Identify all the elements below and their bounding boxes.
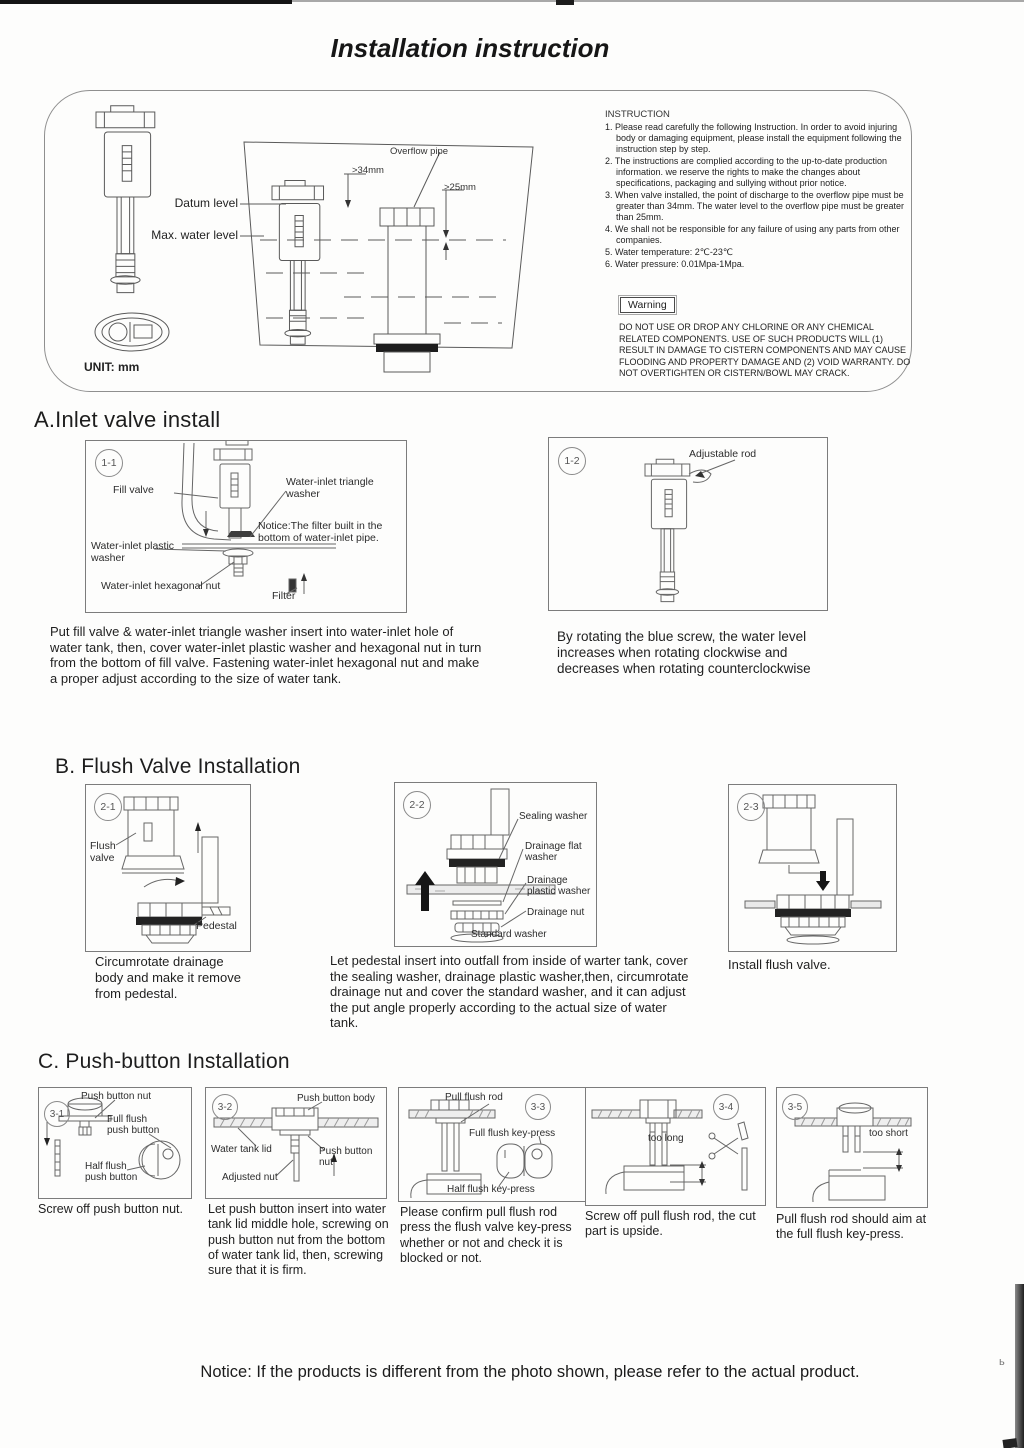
overflow-pipe-label: Overflow pipe	[390, 146, 449, 157]
scan-top-edge	[0, 0, 292, 4]
section-b-heading: B. Flush Valve Installation	[55, 755, 301, 778]
instruction-list	[605, 122, 915, 271]
figure-2-3-number: 2-3	[737, 793, 765, 821]
flush-valve-label: Flush valve	[90, 840, 116, 864]
figure-3-5-caption: Pull flush rod should aim at the full flush key-press.	[776, 1212, 927, 1242]
figure-2-2	[394, 782, 597, 947]
filter-label: Filter	[272, 590, 296, 602]
figure-3-2-number: 3-2	[212, 1094, 238, 1120]
section-a-heading: A.Inlet valve install	[34, 407, 221, 432]
figure-2-3-caption: Install flush valve.	[728, 957, 831, 972]
plastic-washer-label: Water-inlet plastic washer	[91, 540, 175, 564]
drainage-flat-washer-label: Drainage flat washer	[525, 841, 582, 864]
unit-label: UNIT: mm	[84, 360, 140, 374]
footer-notice: Notice: If the products is different from the photo shown, please refer to the actual product.	[200, 1363, 860, 1381]
push-button-nut-label: Push button nut	[319, 1146, 373, 1169]
warning-text: DO NOT USE OR DROP ANY CHLORINE OR ANY CHEMICAL RELATED COMPONENTS. USE OF SUCH PRODUCTS WILL (1) RESULT IN DAMAGE TO CISTERN COMPONENTS AND MAY CAUSE FLOODING AND PROPERTY DAMAGE AND (2) VOID WARRANTY. DO NOT OVERTIGHTEN OR CISTERN/BOWL MAY CRACK.	[619, 322, 911, 379]
warning-badge: Warning	[620, 297, 675, 313]
figure-3-4-caption: Screw off pull flush rod, the cut part is upside.	[585, 1209, 756, 1239]
instruction-item: 3. When valve installed, the point of discharge to the overflow pipe must be greater than 34mm. The water level to the overflow pipe must be greater than 25mm.	[605, 189, 904, 222]
instruction-item: 1. Please read carefully the following Instruction. In order to avoid injuring body or damaging equipment, please install the equipment following the instruction step by step.	[605, 122, 902, 154]
full-flush-key-press-label: Full flush key-press	[469, 1128, 556, 1139]
full-flush-label: Full flush push button	[107, 1114, 160, 1137]
figure-1-2-number: 1-2	[558, 447, 586, 475]
water-tank-lid-label: Water tank lid	[211, 1144, 272, 1155]
fill-valve-label: Fill valve	[113, 484, 154, 496]
figure-3-3-number: 3-3	[525, 1094, 551, 1120]
figure-3-4	[585, 1087, 766, 1206]
page-title: Installation instruction	[330, 33, 610, 63]
drainage-plastic-washer-label: Drainage plastic washer	[527, 875, 591, 898]
figure-3-3-caption: Please confirm pull flush rod press the flush valve key-press whether or not and check it is blocked or not.	[400, 1205, 572, 1265]
sealing-washer-label: Sealing washer	[519, 811, 588, 822]
section-a-text-left: Put fill valve & water-inlet triangle washer insert into water-inlet hole of water tank, then, cover water-inlet plastic washer and hexagonal nut in turn from the bottom of fill valve. Fastening water-inlet hexagonal nut and make a proper adjust according to the size of water tank.	[50, 624, 482, 686]
section-a-text-right: By rotating the blue screw, the water level increases when rotating clockwise and decreases when rotating counterclockwise	[557, 629, 811, 677]
scan-right-edge	[1015, 1284, 1024, 1448]
max-water-level-label: Max. water level	[151, 228, 238, 242]
figure-3-5	[776, 1087, 928, 1208]
adjusted-nut-label: Adjusted nut	[222, 1172, 278, 1183]
adjustable-rod-label: Adjustable rod	[689, 448, 757, 460]
dim-25mm-label: >25mm	[444, 182, 476, 193]
standard-washer-label: Standard washer	[471, 929, 547, 940]
hexagonal-nut-label: Water-inlet hexagonal nut	[101, 580, 221, 592]
instruction-item: 4. We shall not be responsible for any failure of using any parts from other companies.	[605, 223, 900, 245]
figure-1-1	[85, 440, 407, 613]
section-c-heading: C. Push-button Installation	[38, 1050, 290, 1073]
figure-3-1-number: 3-1	[44, 1101, 70, 1127]
figure-3-1	[38, 1087, 192, 1199]
figure-1-1-number: 1-1	[95, 449, 123, 477]
figure-3-4-number: 3-4	[713, 1094, 739, 1120]
push-button-nut-label: Push button nut	[81, 1091, 152, 1102]
scan-corner-blot	[1002, 1438, 1017, 1448]
push-button-body-label: Push button body	[297, 1093, 375, 1104]
figure-1-2	[548, 437, 828, 611]
pull-flush-rod-label: Pull flush rod	[445, 1092, 503, 1103]
half-flush-label: Half flush push button	[85, 1161, 138, 1184]
figure-1-2-drawing	[549, 438, 827, 610]
scan-top-edge-dash	[556, 0, 574, 5]
instruction-heading: INSTRUCTION	[605, 109, 670, 120]
figure-3-2-caption: Let push button insert into water tank lid middle hole, screwing on push button nut from the bottom of water tank lid, then, screwing sure that it is firm.	[208, 1202, 389, 1277]
figure-3-1-caption: Screw off push button nut.	[38, 1202, 184, 1216]
figure-3-5-number: 3-5	[782, 1094, 808, 1120]
instruction-item: 6. Water pressure: 0.01Mpa-1Mpa.	[605, 258, 745, 269]
too-short-label: too short	[869, 1128, 908, 1139]
figure-2-1-caption: Circumrotate drainage body and make it remove from pedestal.	[95, 954, 241, 1001]
triangle-washer-label: Water-inlet triangle washer	[286, 476, 374, 500]
filter-notice-label: Notice:The filter built in the bottom of water-inlet pipe.	[258, 520, 383, 544]
figure-2-1-number: 2-1	[94, 793, 122, 821]
section-b-text: Let pedestal insert into outfall from inside of warter tank, cover the sealing washer, drainage plastic washer,then, circumrotate drainage nut and cover the standard washer, and it can adjust the put angle properly according to the actual size of water tank.	[330, 953, 689, 1031]
drainage-nut-label: Drainage nut	[527, 907, 585, 918]
figure-2-2-number: 2-2	[403, 791, 431, 819]
instruction-item: 5. Water temperature: 2℃-23℃	[605, 246, 733, 257]
too-long-label: too long	[648, 1133, 684, 1144]
instruction-item: 2. The instructions are complied according to the up-to-date production information. we reserve the rights to make the changes about specifications, packaging and sullying without prior notice.	[605, 155, 887, 188]
figure-3-2	[205, 1087, 387, 1199]
scan-top-edge-light	[292, 0, 1024, 2]
dim-34mm-label: >34mm	[352, 165, 384, 176]
figure-2-3	[728, 784, 897, 952]
figure-3-3	[398, 1087, 597, 1202]
datum-level-label: Datum level	[174, 196, 238, 210]
pedestal-label: Pedestal	[196, 920, 237, 932]
half-flush-key-press-label: Half flush key-press	[447, 1184, 535, 1195]
scan-stray-mark: ь	[999, 1356, 1005, 1368]
figure-2-1	[85, 784, 251, 952]
